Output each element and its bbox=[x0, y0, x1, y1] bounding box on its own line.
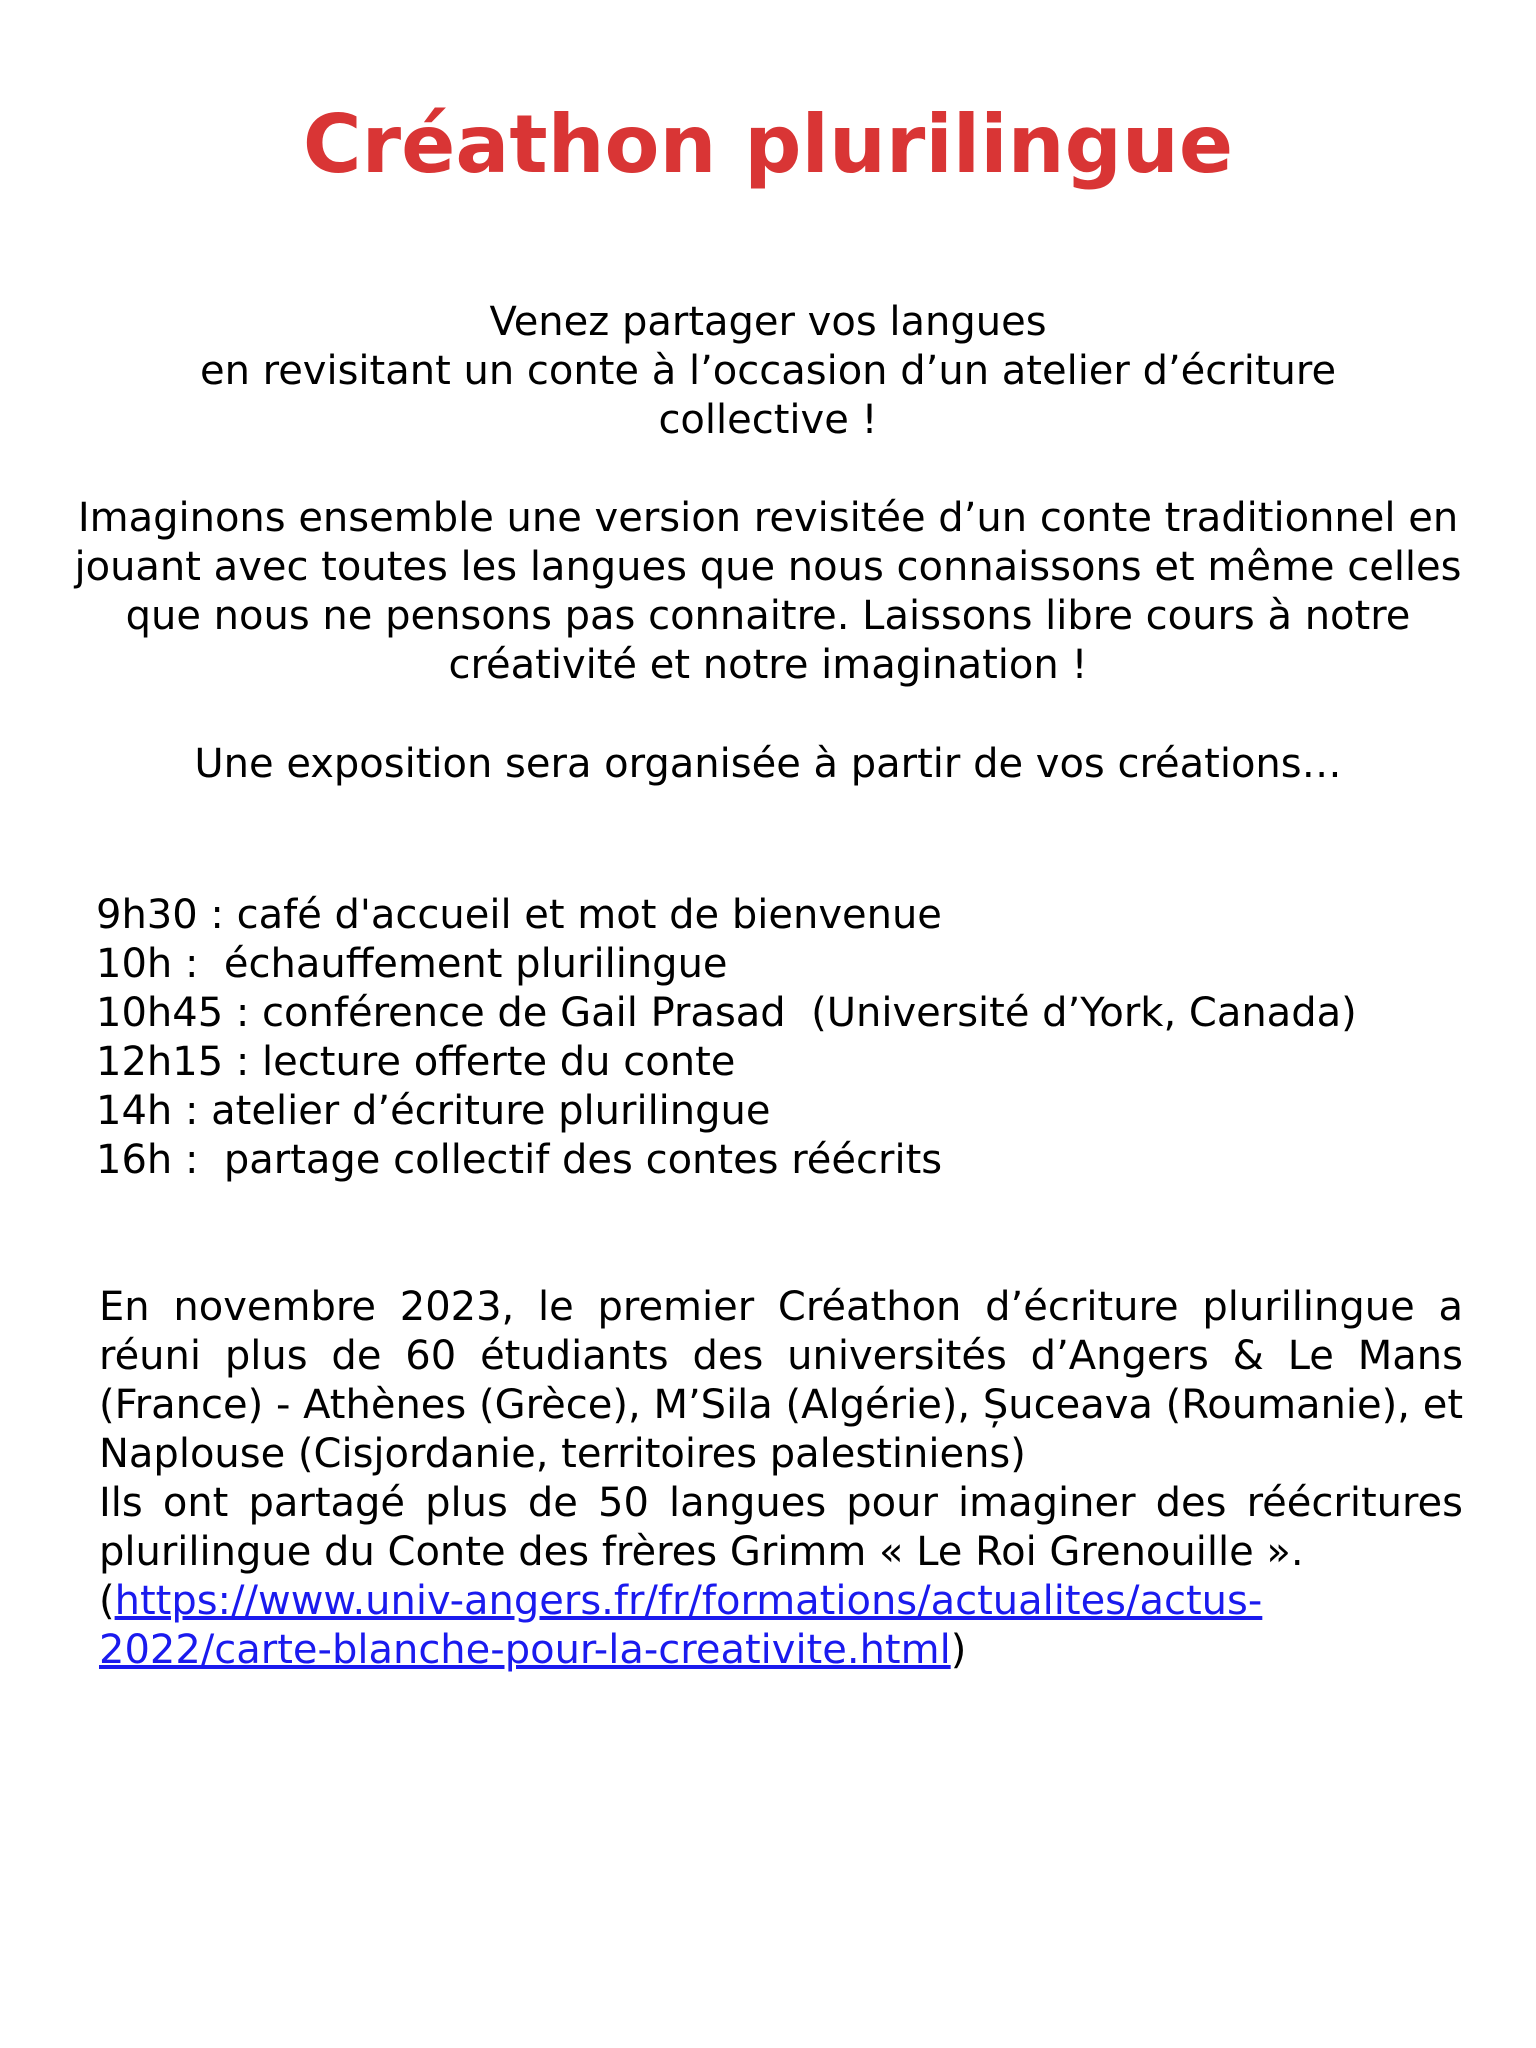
intro-paragraph-2: Imaginons ensemble une version revisitée d’un conte traditionnel en jouant avec toutes les langues que nous connaissons et même celles que nous ne pensons pas connaitre. Laissons libre cours à notre créativité et notre imagination ! bbox=[74, 495, 1462, 688]
intro-exhibition bbox=[60, 740, 1476, 789]
schedule-item: 14h : atelier d’écriture plurilingue bbox=[96, 1088, 771, 1134]
intro-description bbox=[60, 494, 1476, 690]
link-open-paren: ( bbox=[99, 1578, 115, 1624]
schedule-item: 10h : échauffement plurilingue bbox=[96, 941, 728, 987]
history-paragraph-1: En novembre 2023, le premier Créathon d’écriture plurilingue a réuni plus de 60 étudiants des universités d’Angers & Le Mans (France) - Athènes (Grèce), M’Sila (Algérie), Șuceava (Roumanie), et Naplouse (Cisjordanie, territoires palestiniens) bbox=[99, 1284, 1463, 1477]
intro-paragraph-3: Une exposition sera organisée à partir de vos créations… bbox=[194, 741, 1342, 787]
link-close-paren: ) bbox=[950, 1627, 967, 1673]
reference-link-line bbox=[99, 1577, 1463, 1675]
history-section bbox=[99, 1283, 1463, 1675]
reference-link-text-2: 2022/carte-blanche-pour-la-creativite.html bbox=[99, 1627, 951, 1673]
schedule-item: 16h : partage collectif des contes réécrits bbox=[96, 1137, 943, 1183]
schedule-list bbox=[96, 891, 1476, 1185]
schedule-item: 12h15 : lecture offerte du conte bbox=[96, 1039, 736, 1085]
intro-line-2: en revisitant un conte à l’occasion d’un atelier d’écriture collective ! bbox=[199, 348, 1337, 443]
schedule-item: 10h45 : conférence de Gail Prasad (Université d’York, Canada) bbox=[96, 990, 1357, 1036]
intro-line-1: Venez partager vos langues bbox=[489, 299, 1047, 345]
page-title: Créathon plurilingue bbox=[302, 98, 1234, 191]
history-paragraph-2: Ils ont partagé plus de 50 langues pour imaginer des réécritures plurilingue du Conte des frères Grimm « Le Roi Grenouille ». bbox=[99, 1480, 1463, 1575]
reference-link-text-1: https://www.univ-angers.fr/fr/formations/actualites/actus- bbox=[114, 1578, 1263, 1624]
intro-invitation bbox=[60, 298, 1476, 445]
schedule-item: 9h30 : café d'accueil et mot de bienvenue bbox=[96, 892, 942, 938]
reference-link[interactable] bbox=[99, 1578, 1262, 1673]
